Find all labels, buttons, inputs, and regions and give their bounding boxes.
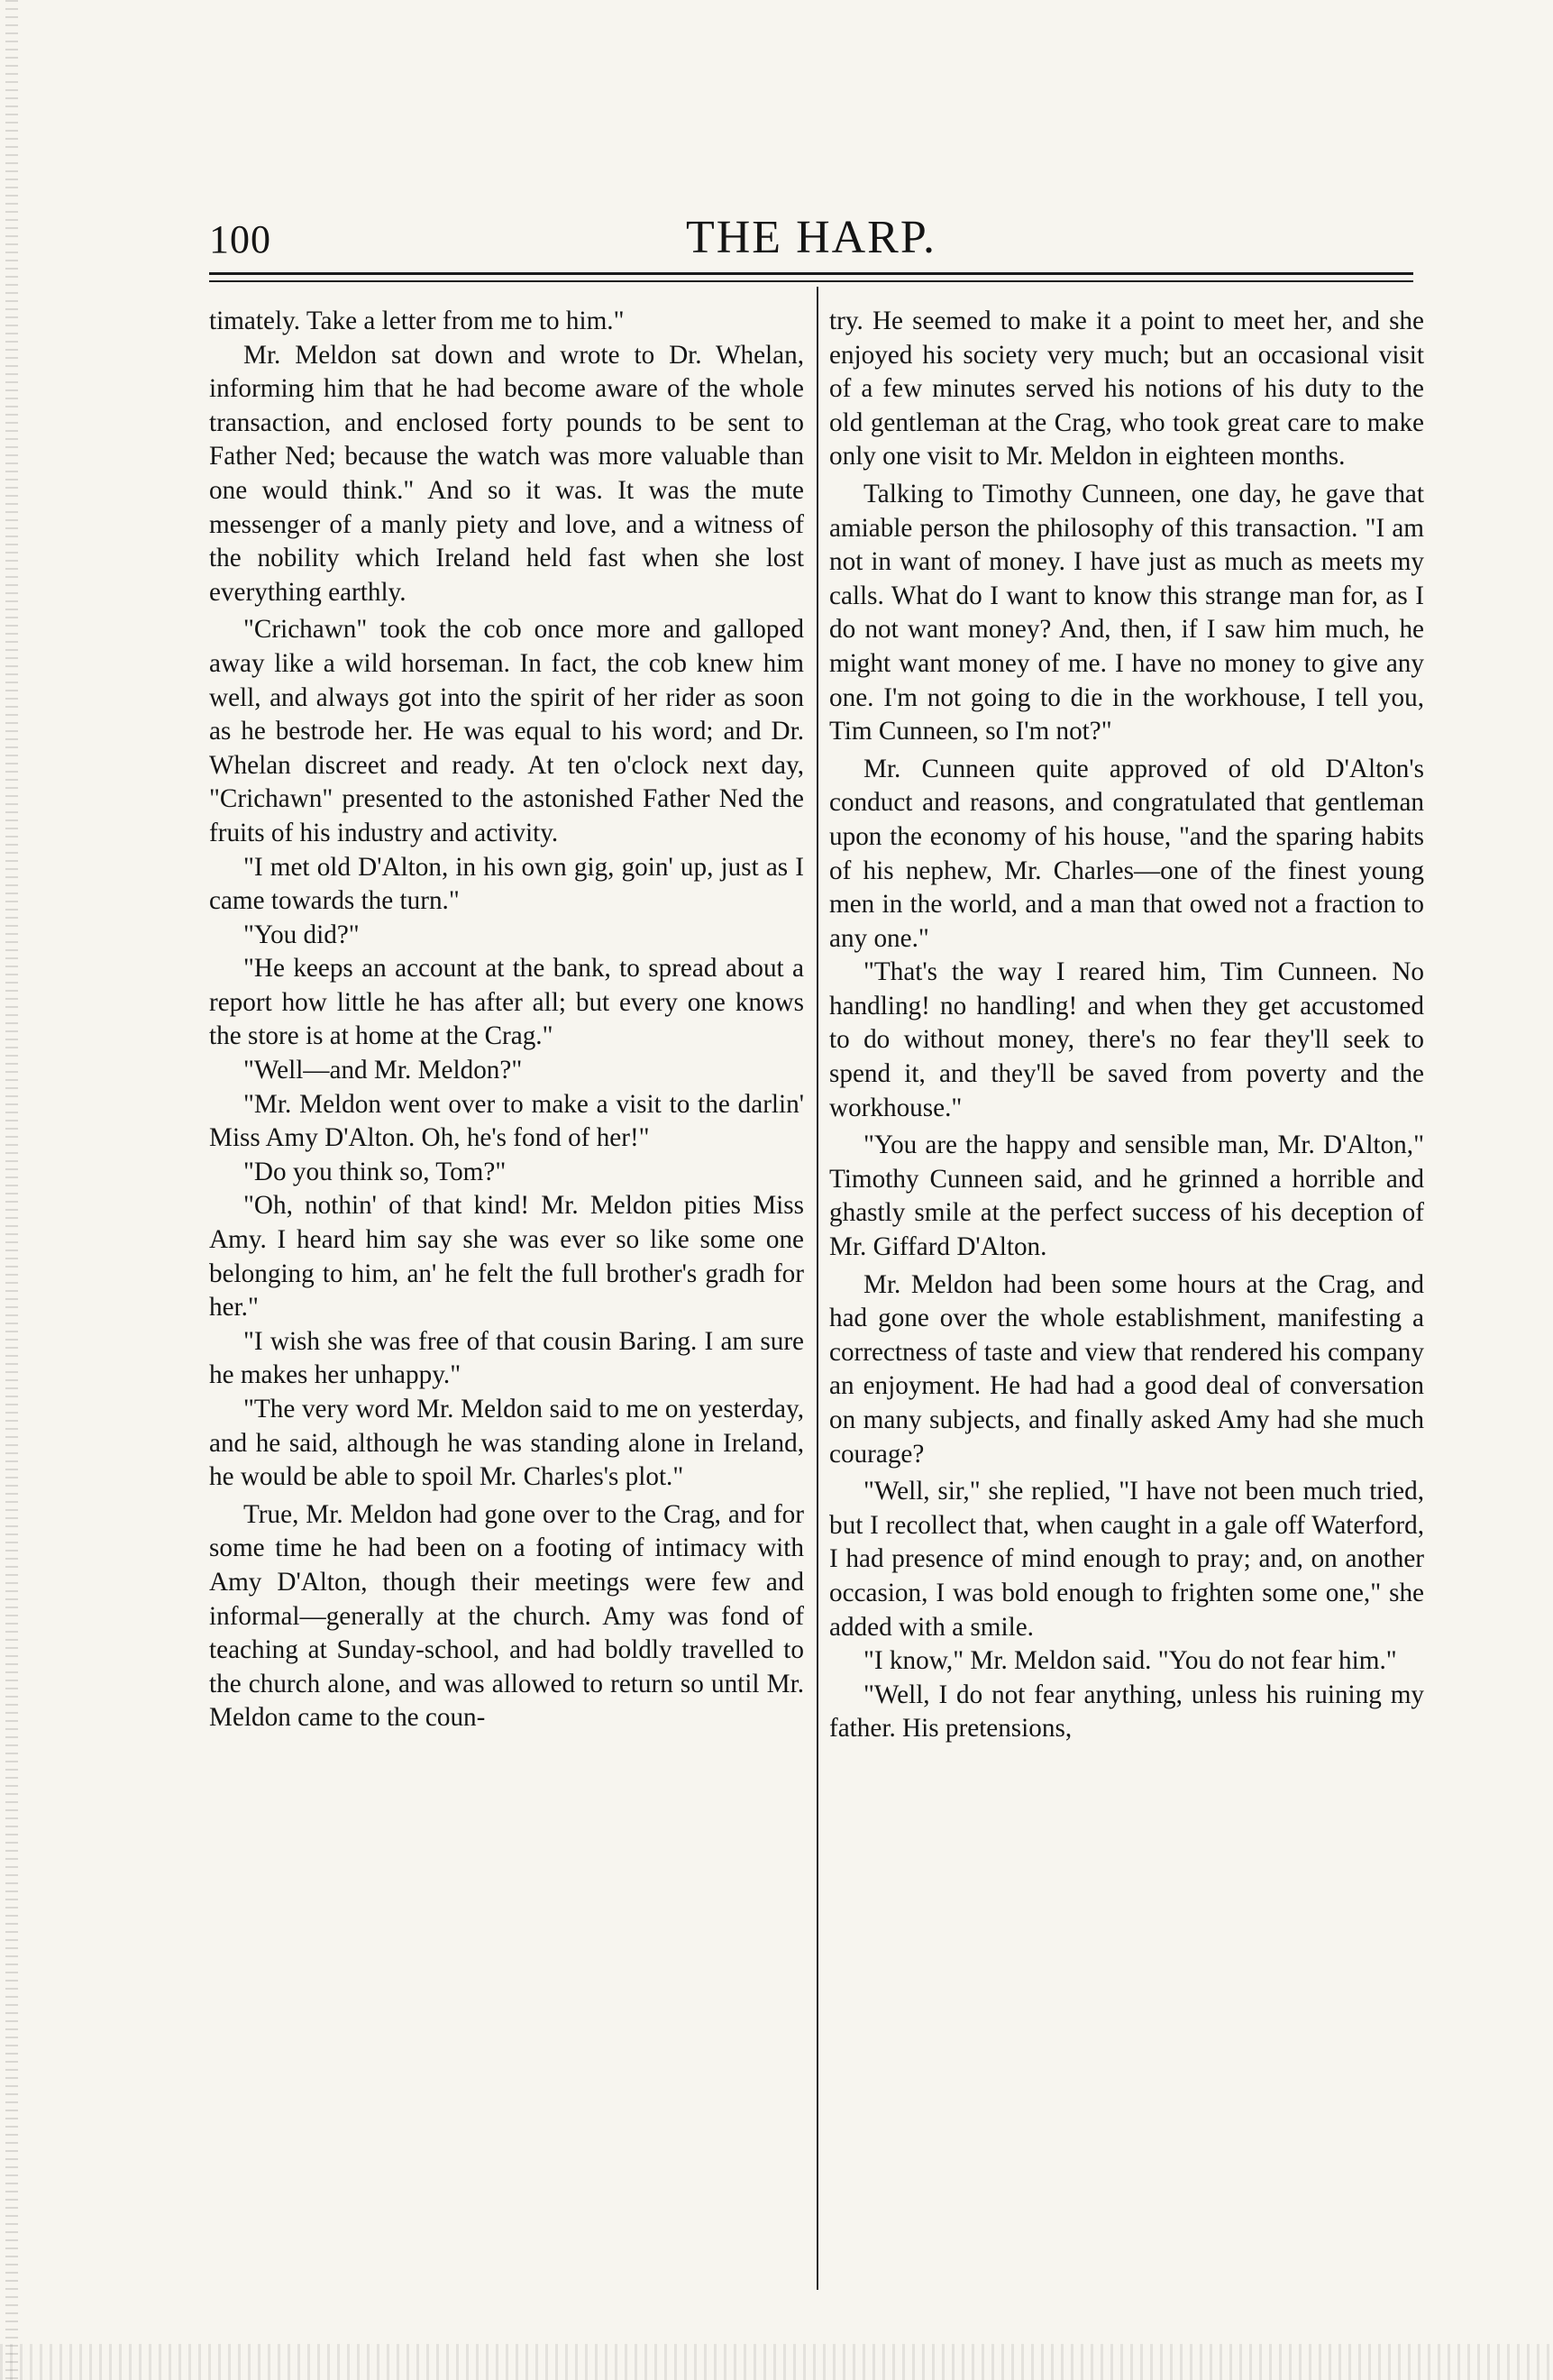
paragraph: "Well—and Mr. Meldon?" bbox=[243, 1056, 523, 1085]
paragraph: "Oh, nothin' of that kind! Mr. Meldon pities Miss Amy. I heard him say she was ever so like some one belonging to him, an' he felt the full brother's gradh for her." bbox=[209, 1191, 804, 1323]
running-title: THE HARP. bbox=[685, 212, 937, 263]
paragraph: Mr. Meldon had been some hours at the Crag, and had gone over the whole establishment, manifesting a correctness of taste and view that rendered his company an enjoyment. He had had a good deal of conversation on many subjects, and finally asked Amy had she much courage? bbox=[829, 1269, 1424, 1469]
paragraph: try. He seemed to make it a point to meet her, and she enjoyed his society very much; but an occasional visit of a few minutes served his notions of his duty to the old gentleman at the Crag, who took great care to make only one visit to Mr. Meldon in eighteen months. bbox=[829, 307, 1424, 471]
paragraph: Mr. Cunneen quite approved of old D'Alton's conduct and reasons, and congratulated that gentleman upon the economy of his house, "and the sparing habits of his nephew, Mr. Charles—one of the finest young men in the world, and a man that owed not a fraction to any one." bbox=[829, 754, 1424, 953]
header-rule-thick bbox=[209, 272, 1413, 275]
paragraph: "You are the happy and sensible man, Mr. D'Alton," Timothy Cunneen said, and he grinned a horrible and ghastly smile at the perfect success of his deception of Mr. Giffard D'Alton. bbox=[829, 1130, 1424, 1262]
paragraph: "Well, I do not fear anything, unless his ruining my father. His pretensions, bbox=[829, 1680, 1424, 1744]
scan-edge-artifact bbox=[5, 0, 18, 2380]
left-column bbox=[209, 305, 804, 1735]
paragraph: "You did?" bbox=[243, 920, 360, 949]
page-header bbox=[209, 211, 1413, 269]
scan-bottom-artifact bbox=[0, 2344, 1553, 2380]
paragraph: "I know," Mr. Meldon said. "You do not fear him." bbox=[863, 1646, 1397, 1676]
paragraph: timately. Take a letter from me to him." bbox=[209, 307, 625, 335]
paragraph: "Well, sir," she replied, "I have not been much tried, but I recollect that, when caught in a gale off Waterford, I had presence of mind enough to pray; and, on another occasion, I was bold enough to frighten some one," she added with a smile. bbox=[829, 1477, 1424, 1642]
paragraph: "Crichawn" took the cob once more and galloped away like a wild horseman. In fact, the cob knew him well, and always got into the spirit of her rider as soon as he bestrode her. He was equal to his word; and Dr. Whelan discreet and ready. At ten o'clock next day, "Crichawn" presented to the astonished Father Ned the fruits of his industry and activity. bbox=[209, 615, 804, 847]
right-column bbox=[829, 305, 1424, 1746]
paragraph: Mr. Meldon sat down and wrote to Dr. Whelan, informing him that he had become aware of the whole transaction, and enclosed forty pounds to be sent to Father Ned; because the watch was more valuable than one would think." And so it was. It was the mute messenger of a manly piety and love, and a witness of the nobility which Ireland held fast when she lost everything earthly. bbox=[209, 340, 804, 607]
column-divider bbox=[817, 287, 818, 2290]
paragraph: "The very word Mr. Meldon said to me on yesterday, and he said, although he was standing alone in Ireland, he would be able to spoil Mr. Charles's plot." bbox=[209, 1395, 804, 1492]
paragraph: "That's the way I reared him, Tim Cunneen. No handling! no handling! and when they get accustomed to do without money, there's no fear they'll seek to spend it, and they'll be saved from poverty and the workhouse." bbox=[829, 957, 1424, 1122]
header-rule-thin bbox=[209, 280, 1413, 282]
paragraph: "He keeps an account at the bank, to spread about a report how little he has after all; but every one knows the store is at home at the Crag." bbox=[209, 954, 804, 1051]
paragraph: Talking to Timothy Cunneen, one day, he gave that amiable person the philosophy of this transaction. "I am not in want of money. I have just as much as meets my calls. What do I want to know this strange man for, as I do not want money? And, then, if I saw him much, he might want money of me. I have no money to give any one. I'm not going to die in the workhouse, I tell you, Tim Cunneen, so I'm not?" bbox=[829, 479, 1424, 746]
paragraph: "I wish she was free of that cousin Baring. I am sure he makes her unhappy." bbox=[209, 1326, 804, 1390]
page-number: 100 bbox=[209, 217, 271, 261]
paragraph: "Mr. Meldon went over to make a visit to the darlin' Miss Amy D'Alton. Oh, he's fond of her!" bbox=[209, 1089, 804, 1153]
paragraph: "Do you think so, Tom?" bbox=[243, 1157, 507, 1186]
paragraph: True, Mr. Meldon had gone over to the Crag, and for some time he had been on a footing of intimacy with Amy D'Alton, though their meetings were few and informal—generally at the church. Amy was fond of teaching at Sunday-school, and had boldly travelled to the church alone, and was allowed to return so until Mr. Meldon came to the coun- bbox=[209, 1499, 804, 1733]
paragraph: "I met old D'Alton, in his own gig, goin' up, just as I came towards the turn." bbox=[209, 852, 804, 916]
